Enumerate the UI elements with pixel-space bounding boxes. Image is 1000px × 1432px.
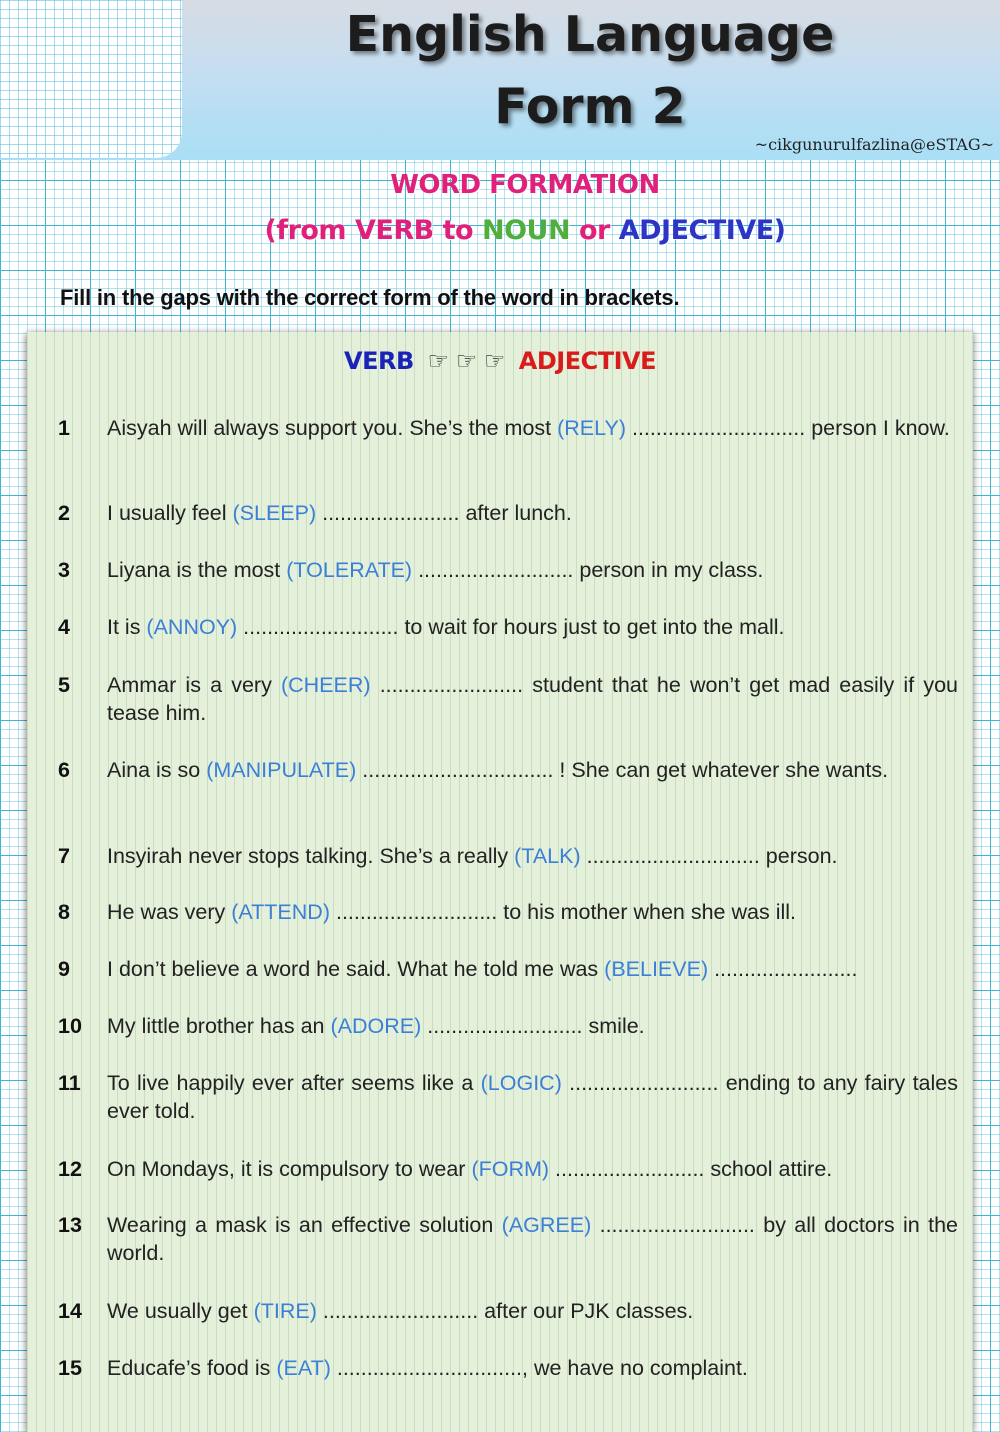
bracket-word: (ANNOY) <box>146 615 238 639</box>
question-text-before: My little brother has an <box>107 1014 331 1038</box>
topic-to: to <box>442 215 474 246</box>
bracket-word: (EAT) <box>276 1356 331 1380</box>
answer-blank[interactable]: ......................... school attire. <box>549 1157 833 1181</box>
question-text-before: Insyirah never stops talking. She’s a really <box>107 844 515 868</box>
answer-blank[interactable]: ..............................., we have no complaint. <box>330 1356 748 1380</box>
question-text-before: On Mondays, it is compulsory to wear <box>107 1157 472 1181</box>
question-number: 14 <box>58 1299 82 1323</box>
bracket-word: (TALK) <box>514 844 581 868</box>
question-text-before: I don’t believe a word he said. What he told me was <box>107 957 605 981</box>
bracket-word: (LOGIC) <box>480 1071 562 1095</box>
question-5 <box>58 671 958 727</box>
topic-or: or <box>578 215 610 246</box>
answer-blank[interactable]: .......................... by all doctors in the world. <box>107 1213 958 1265</box>
question-text <box>107 756 958 784</box>
question-7 <box>58 842 958 870</box>
question-text <box>107 1012 958 1040</box>
question-number: 8 <box>58 900 70 924</box>
question-number: 13 <box>58 1213 82 1237</box>
answer-blank[interactable]: ............................. person I know. <box>626 416 950 440</box>
heading-adjective: ADJECTIVE <box>518 347 656 375</box>
answer-blank[interactable]: .......................... to wait for hours just to get into the mall. <box>237 615 785 639</box>
question-text <box>107 1297 958 1325</box>
question-number: 1 <box>58 416 70 440</box>
answer-blank[interactable]: ......................... ending to any fairy tales ever told. <box>107 1071 958 1123</box>
exercise-panel <box>27 332 973 1432</box>
header-banner <box>0 0 1000 160</box>
question-text <box>107 1155 958 1183</box>
instruction-text: Fill in the gaps with the correct form of the word in brackets. <box>60 285 680 310</box>
question-text <box>107 1354 958 1382</box>
answer-blank[interactable]: ........................ student that he won’t get mad easily if you tease him. <box>107 673 958 725</box>
question-text-before: Aina is so <box>107 758 207 782</box>
question-6 <box>58 756 958 784</box>
question-number: 4 <box>58 615 70 639</box>
question-text-before: I usually feel <box>107 501 233 525</box>
author-credit: ~cikgunurulfazlina@eSTAG~ <box>754 135 994 154</box>
bracket-word: (TOLERATE) <box>286 558 413 582</box>
bracket-word: (BELIEVE) <box>604 957 709 981</box>
exercise-heading <box>0 347 1000 375</box>
question-number: 12 <box>58 1157 82 1181</box>
topic-adjective: ADJECTIVE) <box>618 215 786 246</box>
question-14 <box>58 1297 958 1325</box>
question-11 <box>58 1069 958 1125</box>
page-title: English Language <box>345 6 835 63</box>
question-text <box>107 414 958 442</box>
question-number: 15 <box>58 1356 82 1380</box>
answer-blank[interactable]: ........................... to his mother when she was ill. <box>330 900 796 924</box>
question-text <box>107 556 958 584</box>
question-text <box>107 842 958 870</box>
question-text-before: To live happily ever after seems like a <box>107 1071 481 1095</box>
question-text-before: Ammar is a very <box>107 673 281 697</box>
question-text-before: We usually get <box>107 1299 254 1323</box>
question-text <box>107 1069 958 1125</box>
question-10 <box>58 1012 958 1040</box>
question-text-before: He was very <box>107 900 232 924</box>
page-subtitle: Form 2 <box>494 78 686 135</box>
question-text <box>107 955 958 983</box>
bracket-word: (TIRE) <box>253 1299 317 1323</box>
bracket-word: (MANIPULATE) <box>206 758 357 782</box>
question-4 <box>58 613 958 641</box>
question-number: 3 <box>58 558 70 582</box>
question-9 <box>58 955 958 983</box>
question-text <box>107 613 958 641</box>
bracket-word: (ATTEND) <box>231 900 330 924</box>
heading-verb: VERB <box>344 347 414 375</box>
grid-corner-decoration <box>0 0 182 158</box>
question-8 <box>58 898 958 926</box>
question-13 <box>58 1211 958 1267</box>
question-text <box>107 898 958 926</box>
question-12 <box>58 1155 958 1183</box>
question-text-before: Liyana is the most <box>107 558 287 582</box>
bracket-word: (CHEER) <box>280 673 371 697</box>
topic-open: (from <box>264 215 347 246</box>
answer-blank[interactable]: ................................ ! She can get whatever she wants. <box>356 758 889 782</box>
answer-blank[interactable]: .......................... smile. <box>421 1014 645 1038</box>
pointing-hand-icon: ☞ ☞ ☞ <box>427 347 505 375</box>
bracket-word: (FORM) <box>471 1157 550 1181</box>
question-text-before: Educafe’s food is <box>107 1356 277 1380</box>
topic-verb: VERB <box>354 215 434 246</box>
question-number: 2 <box>58 501 70 525</box>
answer-blank[interactable]: .......................... person in my class. <box>412 558 764 582</box>
question-1 <box>58 414 958 442</box>
question-number: 11 <box>58 1071 81 1095</box>
question-number: 6 <box>58 758 70 782</box>
question-text-before: Aisyah will always support you. She’s the most <box>107 416 558 440</box>
bracket-word: (ADORE) <box>330 1014 422 1038</box>
question-text <box>107 499 958 527</box>
question-text <box>107 671 958 727</box>
question-number: 9 <box>58 957 70 981</box>
question-number: 5 <box>58 673 70 697</box>
topic-noun: NOUN <box>481 215 571 246</box>
topic-subtitle <box>0 215 1000 246</box>
question-number: 7 <box>58 844 70 868</box>
answer-blank[interactable]: ....................... after lunch. <box>316 501 572 525</box>
answer-blank[interactable]: .......................... after our PJK classes. <box>316 1299 694 1323</box>
question-3 <box>58 556 958 584</box>
question-number: 10 <box>58 1014 82 1038</box>
question-text <box>107 1211 958 1267</box>
question-text-before: Wearing a mask is an effective solution <box>107 1213 502 1237</box>
question-text-before: It is <box>107 615 147 639</box>
answer-blank[interactable]: ........................ <box>708 957 858 981</box>
question-2 <box>58 499 958 527</box>
question-15 <box>58 1354 958 1382</box>
answer-blank[interactable]: ............................. person. <box>580 844 838 868</box>
bracket-word: (SLEEP) <box>232 501 317 525</box>
topic-title: WORD FORMATION <box>390 170 660 200</box>
bracket-word: (RELY) <box>557 416 627 440</box>
bracket-word: (AGREE) <box>501 1213 592 1237</box>
